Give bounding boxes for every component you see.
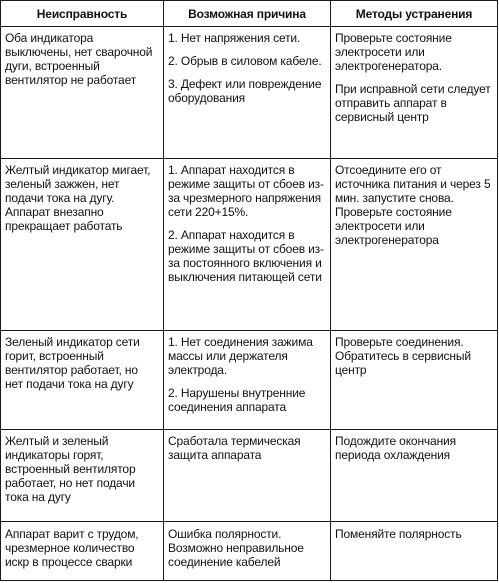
fault-cell — [1, 27, 164, 159]
cause-cell — [164, 27, 331, 159]
cause-item: 2. Аппарат находится в режиме защиты от сбоев из-за постоянного включения и выключения питающей сети — [168, 227, 324, 284]
fault-text: Желтый индикатор мигает, зеленый зажжен, нет подачи тока на дугу. Аппарат внезапно прекращает работать — [5, 162, 151, 233]
remedy-item: Проверьте соединения. Обратитесь в сервисный центр — [335, 335, 471, 378]
table-row — [1, 331, 498, 430]
fault-cell — [1, 429, 164, 522]
remedy-item: Отсоедините его от источника питания и через 5 мин. запустите снова. Проверьте состояние электросети или электрогенератора — [335, 162, 491, 247]
remedy-cell — [331, 429, 498, 522]
table-row — [1, 522, 498, 581]
table-row — [1, 158, 498, 331]
cause-item: 1. Нет напряжения сети. — [168, 31, 301, 45]
remedy-cell — [331, 522, 498, 581]
cause-cell — [164, 158, 331, 331]
header-remedy: Методы устранения — [331, 1, 498, 27]
header-cause: Возможная причина — [164, 1, 331, 27]
remedy-cell — [331, 27, 498, 159]
remedy-item: Поменяйте полярность — [335, 527, 462, 542]
remedy-cell — [331, 158, 498, 331]
cause-cell — [164, 522, 331, 581]
cause-item: 1. Нет соединения зажима массы или держателя электрода. — [168, 335, 313, 378]
cause-item: 2. Обрыв в силовом кабеле. — [168, 54, 322, 68]
fault-text: Зеленый индикатор сети горит, встроенный вентилятор работает, но нет подачи тока на дугу — [5, 335, 140, 392]
remedy-cell — [331, 331, 498, 430]
remedy-item: Подождите окончания периода охлаждения — [335, 433, 456, 462]
cause-cell — [164, 331, 331, 430]
header-fault: Неисправность — [1, 1, 164, 27]
fault-cell — [1, 331, 164, 430]
remedy-item: Проверьте состояние электросети или электрогенератора. — [335, 31, 452, 73]
fault-text: Оба индикатора выключены, нет сварочной дуги, встроенный вентилятор не работает — [5, 31, 153, 87]
cause-item: 2. Нарушены внутренние соединения аппарата — [168, 386, 306, 415]
cause-item: 1. Аппарат находится в режиме защиты от сбоев из-за чрезмерного напряжения сети 220+15%. — [168, 162, 324, 219]
cause-cell — [164, 429, 331, 522]
remedy-item: При исправной сети следует отправить аппарат в сервисный центр — [335, 82, 491, 124]
fault-text: Желтый и зеленый индикаторы горят, встроенный вентилятор работает, но нет подачи тока на дугу — [5, 433, 136, 504]
cause-item: Ошибка полярности. Возможно неправильное соединение кабелей — [168, 527, 304, 570]
cause-item: 3. Дефект или повреждение оборудования — [168, 77, 322, 105]
cause-item: Сработала термическая защита аппарата — [168, 433, 301, 462]
table-row — [1, 27, 498, 159]
table-row — [1, 429, 498, 522]
fault-cell — [1, 158, 164, 331]
table-header-row — [1, 1, 498, 27]
fault-cell — [1, 522, 164, 581]
fault-text: Аппарат варит с трудом, чрезмерное количество искр в процессе сварки — [5, 527, 139, 570]
